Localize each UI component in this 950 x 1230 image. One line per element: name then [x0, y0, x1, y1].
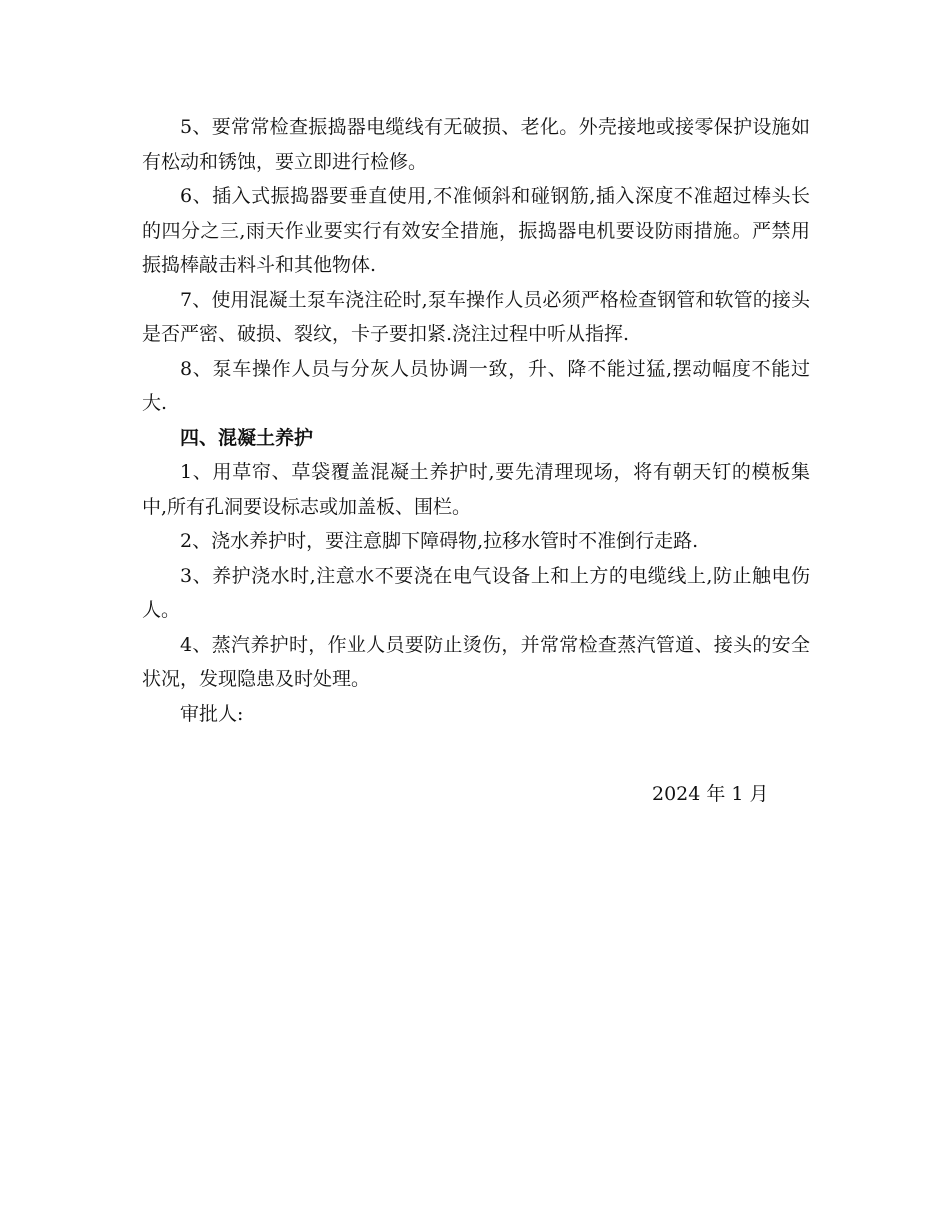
paragraph-item-5: 5、要常常检查振捣器电缆线有无破损、老化。外壳接地或接零保护设施如有松动和锈蚀，要立即进行检修。: [142, 116, 810, 173]
paragraph-item-7: 7、使用混凝土泵车浇注砼时,泵车操作人员必须严格检查钢管和软管的接头是否严密、破损、裂纹，卡子要扣紧.浇注过程中听从指挥.: [142, 288, 810, 345]
document-date: 2024 年 1 月: [652, 783, 769, 805]
curing-item-1: 1、用草帘、草袋覆盖混凝土养护时,要先清理现场，将有朝天钉的模板集中,所有孔洞要设标志或加盖板、围栏。: [142, 461, 810, 518]
approver-label: 审批人:: [180, 702, 244, 725]
paragraph-item-8: 8、泵车操作人员与分灰人员协调一致，升、降不能过猛,摆动幅度不能过大.: [142, 357, 810, 414]
section-heading-concrete-curing: 四、混凝土养护: [180, 426, 314, 449]
curing-item-3: 3、养护浇水时,注意水不要浇在电气设备上和上方的电缆线上,防止触电伤人。: [142, 564, 810, 621]
paragraph-item-6: 6、插入式振捣器要垂直使用,不准倾斜和碰钢筋,插入深度不准超过棒头长的四分之三,雨天作业要实行有效安全措施，振捣器电机要设防雨措施。严禁用振捣棒敲击料斗和其他物体.: [142, 185, 810, 276]
curing-item-4: 4、蒸汽养护时，作业人员要防止烫伤，并常常检查蒸汽管道、接头的安全状况，发现隐患及时处理。: [142, 633, 810, 690]
document-body: [142, 110, 810, 731]
curing-item-2: 2、浇水养护时，要注意脚下障碍物,拉移水管时不准倒行走路.: [180, 530, 699, 552]
